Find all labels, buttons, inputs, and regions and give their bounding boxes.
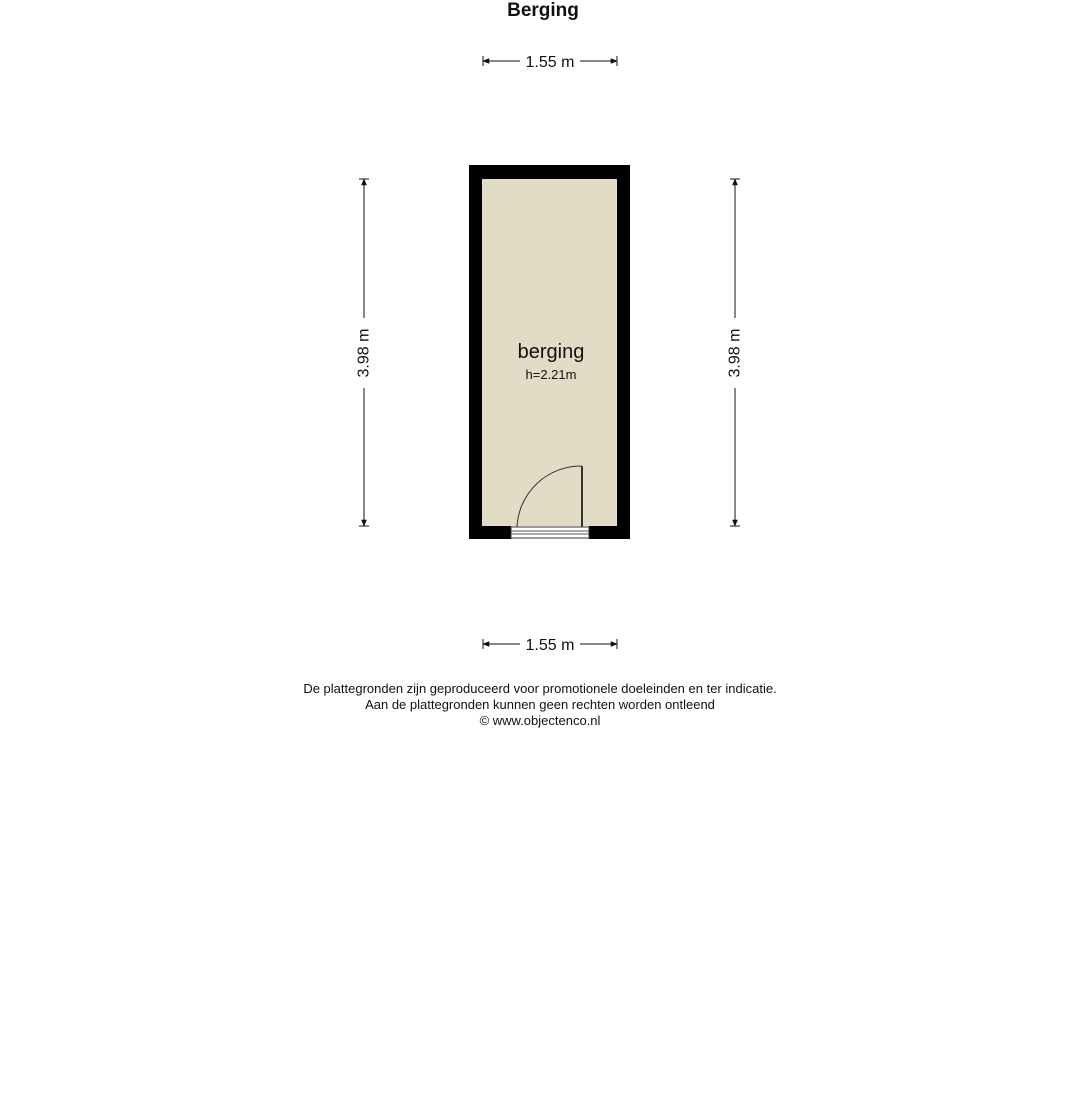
dimension-label-top: 1.55 m [525,54,575,71]
page-title: Berging [507,0,579,21]
dimension-label-bottom: 1.55 m [525,637,575,654]
dimension-top [483,54,617,71]
disclaimer [0,681,1080,729]
disclaimer-line-3: © www.objectenco.nl [479,713,601,728]
wall-bottom-right [589,526,630,539]
dimension-label-left: 3.98 m [355,328,373,378]
dimension-left [356,179,373,526]
door-leaf [581,466,583,527]
wall-left [469,165,482,539]
disclaimer-line-2: Aan de plattegronden kunnen geen rechten worden ontleend [365,697,715,712]
wall-bottom-left [469,526,511,539]
wall-top [469,165,630,179]
room-name: berging [517,341,585,363]
door-threshold [511,527,589,538]
room-berging [469,165,630,539]
room-height: h=2.21m [525,367,577,382]
disclaimer-line-1: De plattegronden zijn geproduceerd voor promotionele doeleinden en ter indicatie. [303,681,777,696]
dimension-right [727,179,744,526]
dimension-bottom [483,637,617,654]
wall-right [617,165,630,539]
dimension-label-right: 3.98 m [726,328,744,378]
